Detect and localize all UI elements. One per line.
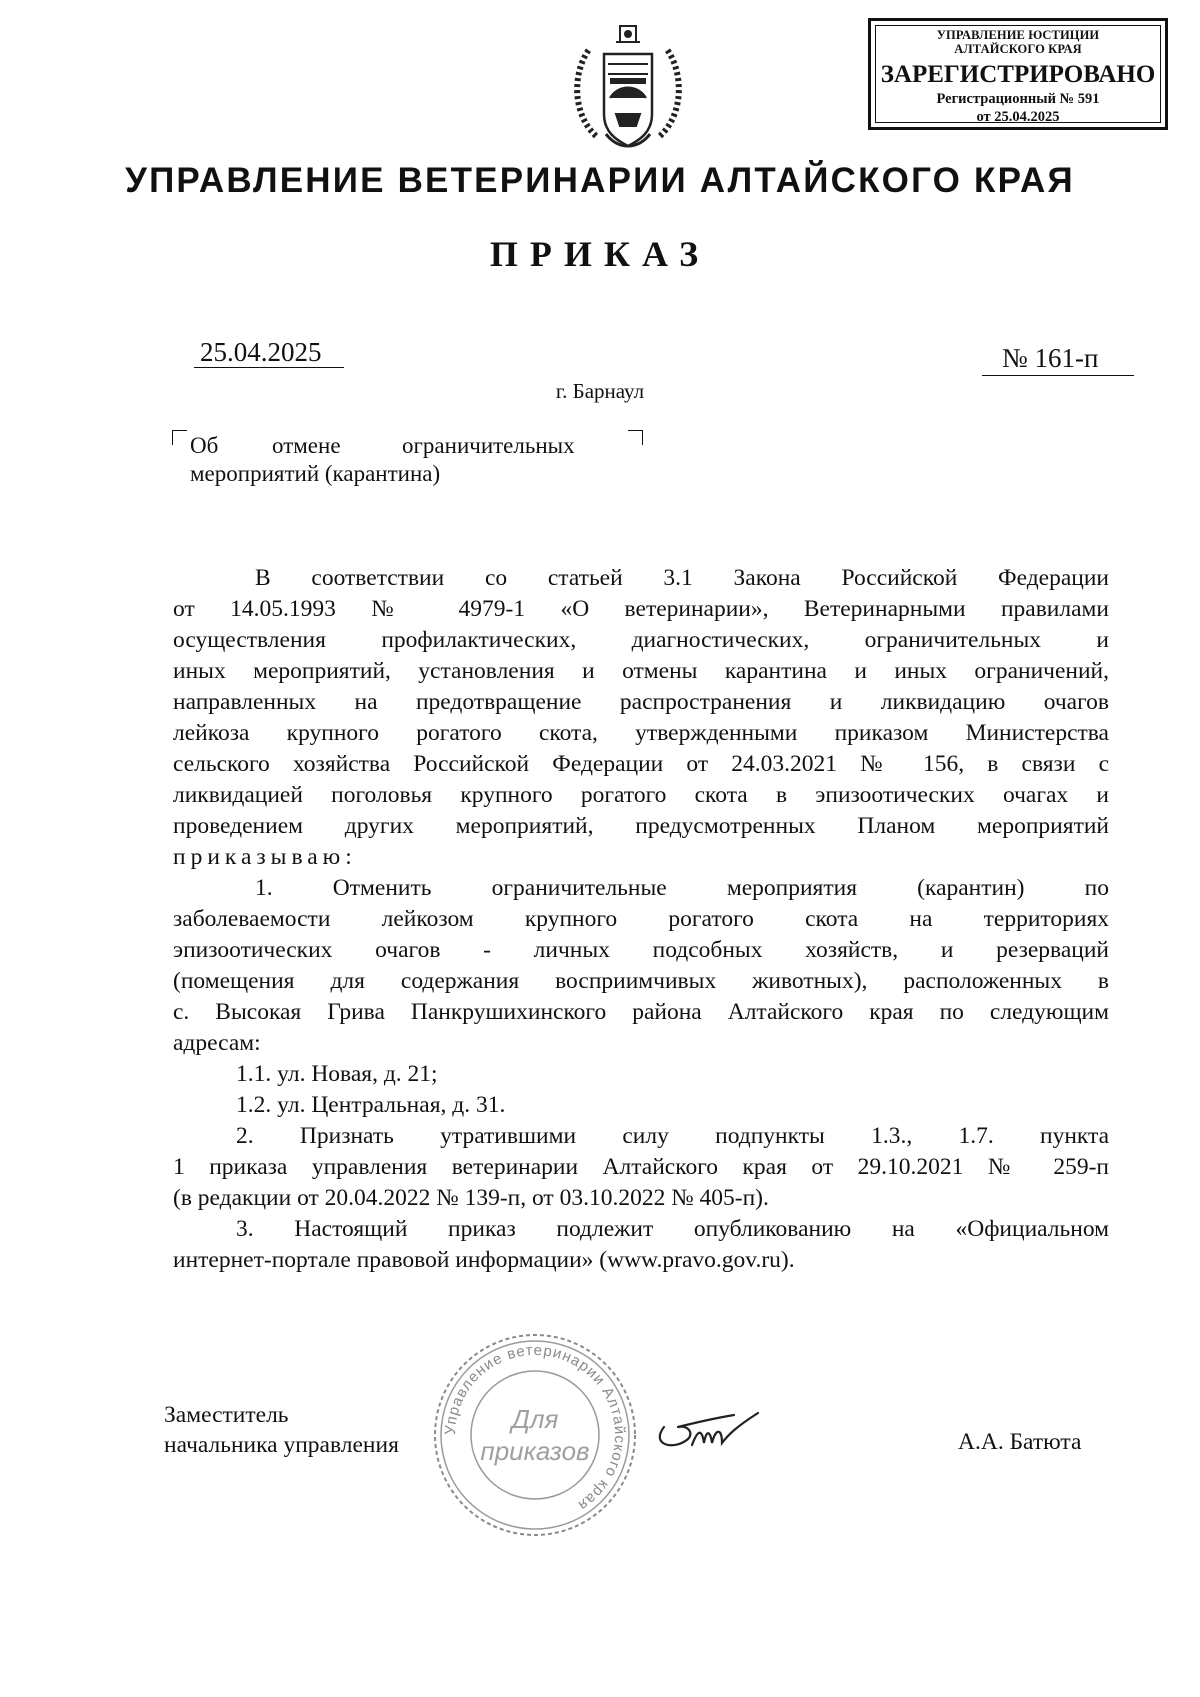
registration-dept-line2: АЛТАЙСКОГО КРАЯ: [954, 42, 1082, 56]
seal-center-line1: Для: [511, 1404, 559, 1434]
body-line: 3. Настоящий приказ подлежит опубликованию на «Официальном: [236, 1216, 1109, 1242]
body-line: с. Высокая Грива Панкрушихинского района Алтайского края по следующим: [173, 999, 1109, 1025]
body-line: интернет-портале правовой информации» (www.pravo.gov.ru).: [173, 1247, 795, 1273]
body-line: В соответствии со статьей 3.1 Закона Российской Федерации: [255, 565, 1109, 591]
subject-bracket-right: [628, 430, 643, 445]
body-line: направленных на предотвращение распространения и ликвидацию очагов: [173, 689, 1109, 715]
body-line: (в редакции от 20.04.2022 № 139-п, от 03.10.2022 № 405-п).: [173, 1185, 769, 1211]
body-line: эпизоотических очагов - личных подсобных хозяйств, и резерваций: [173, 937, 1109, 963]
date-underline: [194, 367, 344, 368]
document-number: № 161-п: [1002, 343, 1099, 373]
organization-title: УПРАВЛЕНИЕ ВЕТЕРИНАРИИ АЛТАЙСКОГО КРАЯ: [125, 161, 1075, 200]
body-line: 1.1. ул. Новая, д. 21;: [236, 1061, 438, 1087]
signatory-position-line1: Заместитель: [164, 1402, 289, 1428]
coat-of-arms-emblem: [566, 18, 690, 160]
registration-title: ЗАРЕГИСТРИРОВАНО: [880, 61, 1156, 88]
body-line-order-word: приказываю:: [173, 844, 357, 870]
body-line: 1 приказа управления ветеринарии Алтайского края от 29.10.2021 № 259-п: [173, 1154, 1109, 1180]
body-line: сельского хозяйства Российской Федерации от 24.03.2021 № 156, в связи с: [173, 751, 1109, 777]
seal-ring-text: Управление ветеринарии Алтайского края: [441, 1341, 629, 1515]
body-line: (помещения для содержания восприимчивых животных), расположенных в: [173, 968, 1109, 994]
registration-dept-line1: УПРАВЛЕНИЕ ЮСТИЦИИ: [936, 28, 1100, 42]
subject-word: Об: [190, 433, 219, 458]
body-line: 1. Отменить ограничительные мероприятия (карантин) по: [255, 875, 1109, 901]
signatory-position-line2: начальника управления: [164, 1432, 399, 1458]
body-line: заболеваемости лейкозом крупного рогатого скота на территориях: [173, 906, 1109, 932]
body-line: проведением других мероприятий, предусмотренных Планом мероприятий: [173, 813, 1109, 839]
body-line: лейкоза крупного рогатого скота, утвержденными приказом Министерства: [173, 720, 1109, 746]
registration-stamp: [868, 18, 1168, 130]
number-underline: [982, 375, 1134, 376]
subject-word: ограничительных: [402, 433, 575, 458]
registration-number: Регистрационный № 591: [936, 91, 1100, 107]
signatory-name: А.А. Батюта: [958, 1429, 1082, 1455]
subject-word: отмене: [272, 433, 341, 458]
body-line: ликвидацией поголовья крупного рогатого скота в эпизоотических очагах и: [173, 782, 1109, 808]
body-line: от 14.05.1993 № 4979-1 «О ветеринарии», Ветеринарными правилами: [173, 596, 1109, 622]
body-line: 1.2. ул. Центральная, д. 31.: [236, 1092, 506, 1118]
round-seal: [430, 1330, 640, 1540]
body-line: осуществления профилактических, диагностических, ограничительных и: [173, 627, 1109, 653]
body-line: 2. Признать утратившими силу подпункты 1.3., 1.7. пункта: [236, 1123, 1109, 1149]
subject-line-2: мероприятий (карантина): [190, 461, 441, 486]
seal-center-line2: приказов: [480, 1436, 590, 1466]
subject-bracket-left: [172, 430, 187, 445]
body-line: иных мероприятий, установления и отмены карантина и иных ограничений,: [173, 658, 1109, 684]
city: г. Барнаул: [555, 379, 645, 403]
body-line: адресам:: [173, 1030, 261, 1056]
document-type: ПРИКАЗ: [489, 234, 711, 274]
registration-date: от 25.04.2025: [976, 109, 1060, 125]
handwritten-signature: [648, 1405, 768, 1455]
document-date: 25.04.2025: [200, 337, 322, 367]
signatory-position: [164, 1400, 399, 1460]
